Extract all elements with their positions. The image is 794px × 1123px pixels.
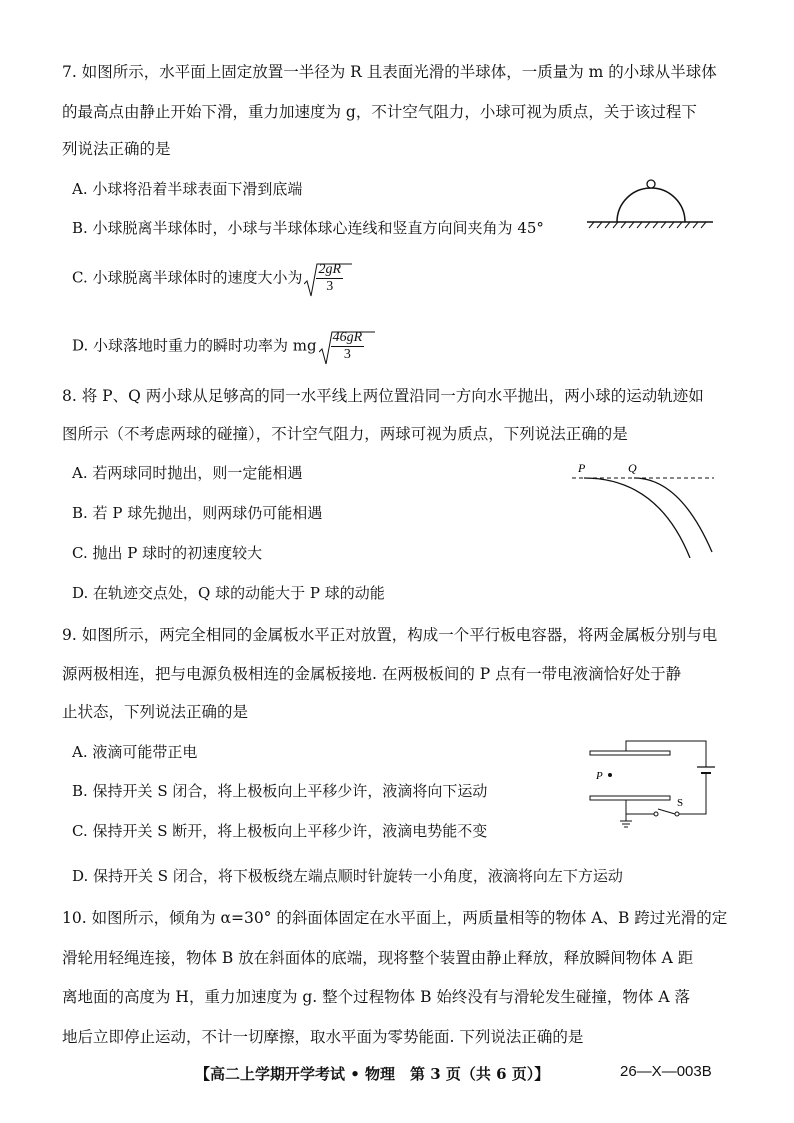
- q9-stem-line-1: 9. 如图所示，两完全相同的金属板水平正对放置，构成一个平行板电容器，将两金属板分别与电: [62, 626, 718, 644]
- q9-stem-line-2: 源两极相连，把与电源负极相连的金属板接地. 在两极板间的 P 点有一带电液滴恰好处于静: [62, 665, 682, 683]
- q8-option-b: B. 若 P 球先抛出，则两球仍可能相遇: [72, 504, 323, 522]
- q8-figure-label-p: P: [578, 461, 586, 475]
- page-footer-code: 26—X—003B: [620, 1063, 712, 1080]
- q9-option-b: B. 保持开关 S 闭合，将上极板向上平移少许，液滴将向下运动: [72, 782, 488, 800]
- q7-option-b: B. 小球脱离半球体时，小球与半球体球心连线和竖直方向间夹角为 45°: [72, 219, 544, 237]
- q7-option-c-text: C. 小球脱离半球体时的速度大小为: [72, 268, 303, 287]
- q10-stem-line-3: 离地面的高度为 H，重力加速度为 g. 整个过程物体 B 始终没有与滑轮发生碰撞，物体 A 落: [62, 988, 690, 1006]
- q10-stem-line-1: 10. 如图所示，倾角为 α=30° 的斜面体固定在水平面上，两质量相等的物体 A、B 跨过光滑的定: [62, 909, 728, 927]
- q10-stem-line-4: 地后立即停止运动，不计一切摩擦，取水平面为零势能面. 下列说法正确的是: [62, 1028, 584, 1046]
- q7-hemisphere-figure: [585, 176, 715, 236]
- q8-trajectory-figure: [568, 458, 718, 558]
- q7-option-c-denominator: 3: [326, 279, 334, 294]
- q9-figure-label-p: P: [596, 770, 603, 782]
- q7-option-a: A. 小球将沿着半球表面下滑到底端: [72, 180, 303, 198]
- q7-stem-line-3: 列说法正确的是: [62, 140, 171, 158]
- q7-option-d: [72, 330, 364, 363]
- q9-option-d: D. 保持开关 S 闭合，将下极板绕左端点顺时针旋转一小角度，液滴将向左下方运动: [72, 867, 623, 885]
- q9-option-c: C. 保持开关 S 断开，将上极板向上平移少许，液滴电势能不变: [72, 822, 488, 840]
- q7-option-d-denominator: 3: [343, 347, 351, 362]
- q9-figure-label-s: S: [677, 797, 684, 809]
- q8-stem-line-2: 图所示（不考虑两球的碰撞），不计空气阻力，两球可视为质点，下列说法正确的是: [62, 425, 628, 443]
- q8-option-c: C. 抛出 P 球时的初速度较大: [72, 544, 263, 562]
- q9-stem-line-3: 止状态，下列说法正确的是: [62, 703, 249, 721]
- q7-option-d-numerator: 46gR: [332, 330, 363, 345]
- q8-stem-line-1: 8. 将 P、Q 两小球从足够高的同一水平线上两位置沿同一方向水平抛出，两小球的运动轨迹如: [62, 387, 704, 405]
- q10-stem-line-2: 滑轮用轻绳连接，物体 B 放在斜面体的底端，现将整个装置由静止释放，释放瞬间物体 A 距: [62, 949, 694, 967]
- q9-option-a: A. 液滴可能带正电: [72, 743, 198, 761]
- q7-option-c-sqrt: [304, 262, 343, 295]
- q7-option-d-text: D. 小球落地时重力的瞬时功率为 mg: [72, 336, 317, 355]
- q7-option-c: [72, 262, 343, 295]
- q8-option-d: D. 在轨迹交点处，Q 球的动能大于 P 球的动能: [72, 584, 385, 602]
- page-footer-title: 【高二上学期开学考试 • 物理 第 3 页（共 6 页）】: [195, 1065, 550, 1083]
- q7-option-c-numerator: 2gR: [318, 262, 342, 277]
- q8-option-a: A. 若两球同时抛出，则一定能相遇: [72, 464, 303, 482]
- q8-figure-label-q: Q: [628, 461, 637, 475]
- q7-stem-line-2: 的最高点由静止开始下滑，重力加速度为 g，不计空气阻力，小球可视为质点，关于该过程下: [62, 103, 697, 121]
- q9-capacitor-figure: [580, 735, 720, 830]
- q7-option-d-sqrt: [319, 330, 365, 363]
- q7-stem-line-1: 7. 如图所示，水平面上固定放置一半径为 R 且表面光滑的半球体，一质量为 m 的小球从半球体: [62, 63, 717, 81]
